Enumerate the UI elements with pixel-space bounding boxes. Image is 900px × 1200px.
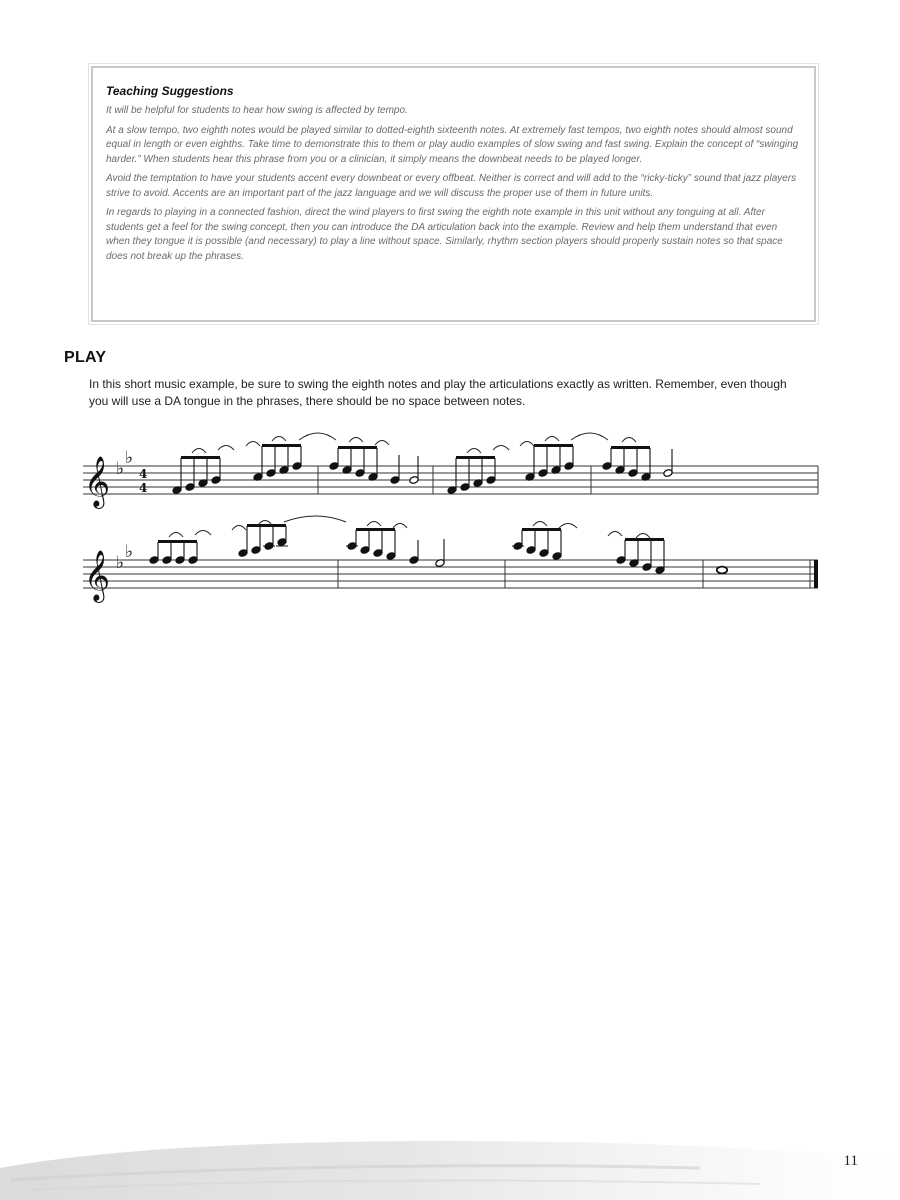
decorative-brush-stroke: [0, 1128, 900, 1200]
play-instructions: In this short music example, be sure to swing the eighth notes and play the articulations exactly as written. Remember, even though you will use a DA tongue in the phrases, there should be no space between notes.: [89, 377, 787, 408]
measure-5: [149, 524, 288, 564]
measure-8: [717, 567, 727, 574]
teaching-paragraph-4: In regards to playing in a connected fashion, direct the wind players to first swing the eighth note example in this unit without any tonguing at all. After students get a feel for the swing concept, then you can introduce the DA articulation back into the example. Review and help them understand that even when they tongue it is possible (and necessary) to play a line without space. Similarly, rhythm section players should properly sustain notes so that space does not break up the phrases.: [106, 207, 783, 262]
staff-2: [83, 560, 818, 588]
treble-clef-icon: 𝄞: [84, 456, 111, 507]
play-heading: PLAY: [64, 349, 107, 366]
svg-text:♭: ♭: [125, 448, 134, 468]
teaching-suggestions-title: Teaching Suggestions: [106, 84, 234, 98]
svg-text:♭: ♭: [125, 542, 134, 562]
teaching-paragraph-1: It will be helpful for students to hear how swing is affected by tempo.: [106, 105, 408, 116]
measure-4: [602, 446, 673, 481]
page-number: 11: [843, 1153, 858, 1169]
svg-text:♭: ♭: [116, 459, 125, 479]
slurs-staff-2: [169, 516, 650, 538]
time-signature: [139, 467, 147, 495]
teaching-paragraph-3: Avoid the temptation to have your students accent every downbeat or every offbeat. Neither is correct and will add to the “ricky-ticky” sound that jazz players strive to avoid. Accents are an important part of the jazz language and we will discuss the proper use of them in future units.: [106, 173, 797, 199]
slurs-staff-1: [192, 433, 636, 453]
measure-6: [346, 528, 445, 567]
measure-2: [329, 446, 419, 484]
teaching-paragraph-2: At a slow tempo, two eighth notes would be played similar to dotted-eighth sixteenth notes. At extremely fast tempos, two eighth notes should almost sound equal in length or even eighths. Take time to demonstrate this to them or play audio examples of slow swing and fast swing. Explain the concept of “swinging harder.” When students hear this phrase from you or a clinician, it simply means the downbeat needs to be played longer.: [106, 124, 799, 165]
treble-clef-icon-2: 𝄞: [84, 550, 111, 601]
key-signature: [116, 448, 133, 479]
svg-text:4: 4: [139, 467, 148, 481]
svg-text:♭: ♭: [116, 553, 125, 573]
svg-text:4: 4: [139, 481, 148, 495]
key-signature-2: [116, 542, 133, 573]
